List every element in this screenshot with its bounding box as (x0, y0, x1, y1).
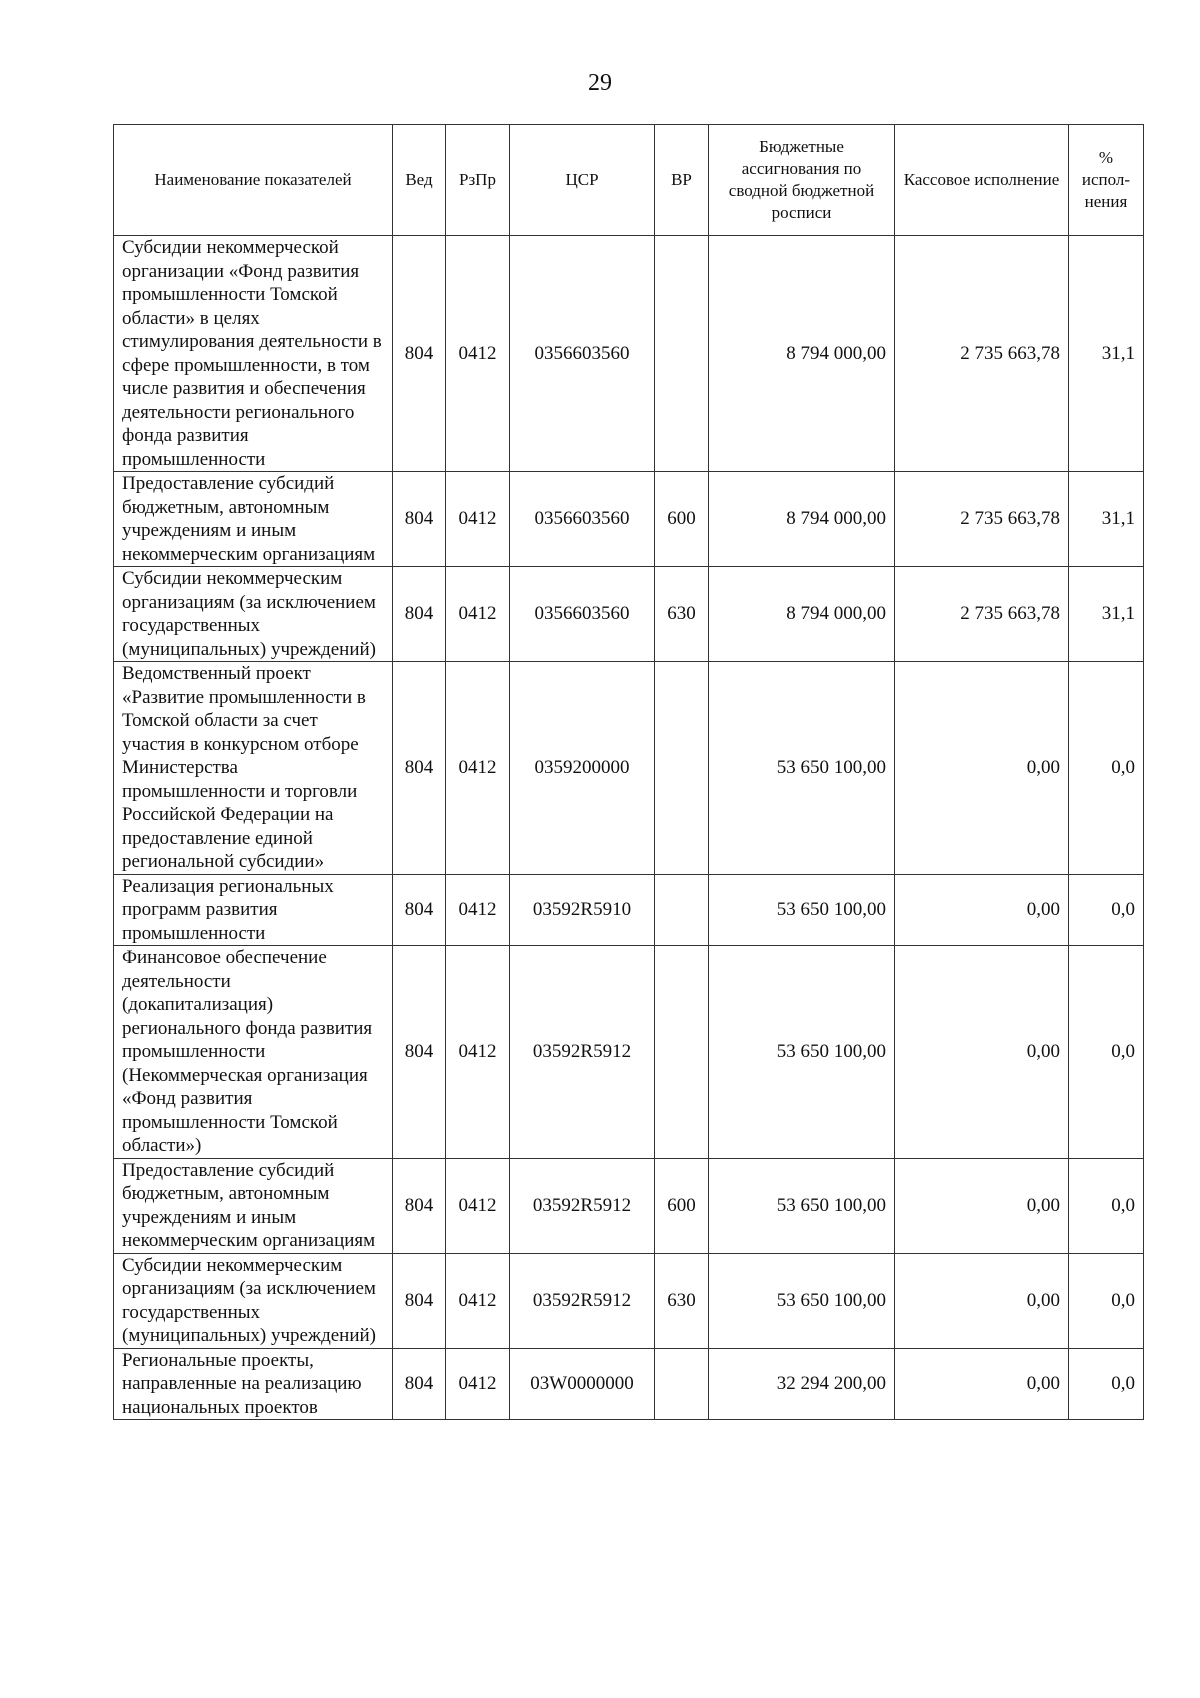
cell-vr (655, 946, 709, 1159)
cell-assign: 53 650 100,00 (709, 874, 895, 946)
header-csr: ЦСР (510, 125, 655, 236)
cell-csr: 03592R5912 (510, 1158, 655, 1253)
cell-ved: 804 (393, 1348, 446, 1420)
cell-cash: 0,00 (895, 1253, 1069, 1348)
cell-ved: 804 (393, 874, 446, 946)
header-rzpr: РзПр (446, 125, 510, 236)
cell-cash: 0,00 (895, 874, 1069, 946)
cell-name: Финансовое обеспечение деятельности (докапитализация) регионального фонда развития промышленности (Некоммерческая организация «Фонд развития промышленности Томской области») (114, 946, 393, 1159)
table-row (114, 567, 1144, 662)
cell-name: Региональные проекты, направленные на реализацию национальных проектов (114, 1348, 393, 1420)
table-row (114, 946, 1144, 1159)
cell-pct: 0,0 (1069, 946, 1144, 1159)
cell-cash: 2 735 663,78 (895, 472, 1069, 567)
cell-ved: 804 (393, 662, 446, 875)
cell-assign: 53 650 100,00 (709, 1158, 895, 1253)
table-row (114, 1253, 1144, 1348)
cell-vr: 600 (655, 1158, 709, 1253)
cell-vr (655, 662, 709, 875)
cell-cash: 2 735 663,78 (895, 567, 1069, 662)
cell-pct: 31,1 (1069, 567, 1144, 662)
cell-pct: 0,0 (1069, 1348, 1144, 1420)
cell-name: Предоставление субсидий бюджетным, автономным учреждениям и иным некоммерческим организациям (114, 1158, 393, 1253)
cell-assign: 32 294 200,00 (709, 1348, 895, 1420)
cell-rzpr: 0412 (446, 1348, 510, 1420)
cell-cash: 0,00 (895, 662, 1069, 875)
table-row (114, 874, 1144, 946)
page-number: 29 (588, 70, 612, 96)
table-row (114, 236, 1144, 472)
cell-rzpr: 0412 (446, 472, 510, 567)
cell-vr (655, 874, 709, 946)
cell-csr: 0356603560 (510, 236, 655, 472)
cell-rzpr: 0412 (446, 662, 510, 875)
cell-vr: 600 (655, 472, 709, 567)
cell-rzpr: 0412 (446, 567, 510, 662)
cell-pct: 0,0 (1069, 662, 1144, 875)
cell-ved: 804 (393, 472, 446, 567)
cell-cash: 2 735 663,78 (895, 236, 1069, 472)
cell-name: Ведомственный проект «Развитие промышленности в Томской области за счет участия в конкурсном отборе Министерства промышленности и торговли Российской Федерации на предоставление единой региональной субсидии» (114, 662, 393, 875)
cell-vr (655, 236, 709, 472)
cell-pct: 0,0 (1069, 874, 1144, 946)
cell-assign: 8 794 000,00 (709, 472, 895, 567)
cell-pct: 31,1 (1069, 236, 1144, 472)
table-row (114, 1158, 1144, 1253)
cell-pct: 0,0 (1069, 1158, 1144, 1253)
cell-assign: 53 650 100,00 (709, 662, 895, 875)
table-row (114, 1348, 1144, 1420)
cell-cash: 0,00 (895, 1348, 1069, 1420)
header-ved: Вед (393, 125, 446, 236)
header-assign: Бюджетные ассигнования по сводной бюджетной росписи (709, 125, 895, 236)
cell-vr: 630 (655, 1253, 709, 1348)
cell-rzpr: 0412 (446, 946, 510, 1159)
cell-vr (655, 1348, 709, 1420)
budget-execution-table (113, 124, 1144, 1420)
cell-csr: 0356603560 (510, 472, 655, 567)
header-pct: % испол-нения (1069, 125, 1144, 236)
cell-name: Реализация региональных программ развития промышленности (114, 874, 393, 946)
cell-name: Субсидии некоммерческим организациям (за исключением государственных (муниципальных) учреждений) (114, 567, 393, 662)
cell-csr: 03592R5912 (510, 946, 655, 1159)
cell-assign: 53 650 100,00 (709, 1253, 895, 1348)
cell-rzpr: 0412 (446, 874, 510, 946)
cell-ved: 804 (393, 1158, 446, 1253)
cell-name: Предоставление субсидий бюджетным, автономным учреждениям и иным некоммерческим организациям (114, 472, 393, 567)
cell-ved: 804 (393, 946, 446, 1159)
header-cash: Кассовое исполнение (895, 125, 1069, 236)
cell-csr: 0356603560 (510, 567, 655, 662)
cell-name: Субсидии некоммерческой организации «Фонд развития промышленности Томской области» в целях стимулирования деятельности в сфере промышленности, в том числе развития и обеспечения деятельности регионального фонда развития промышленности (114, 236, 393, 472)
cell-csr: 03592R5910 (510, 874, 655, 946)
cell-assign: 8 794 000,00 (709, 567, 895, 662)
cell-ved: 804 (393, 567, 446, 662)
cell-ved: 804 (393, 1253, 446, 1348)
header-vr: ВР (655, 125, 709, 236)
cell-rzpr: 0412 (446, 1253, 510, 1348)
table-row (114, 662, 1144, 875)
cell-rzpr: 0412 (446, 1158, 510, 1253)
cell-ved: 804 (393, 236, 446, 472)
cell-csr: 0359200000 (510, 662, 655, 875)
cell-rzpr: 0412 (446, 236, 510, 472)
header-name: Наименование показателей (114, 125, 393, 236)
cell-cash: 0,00 (895, 1158, 1069, 1253)
cell-vr: 630 (655, 567, 709, 662)
table-row (114, 472, 1144, 567)
cell-pct: 31,1 (1069, 472, 1144, 567)
cell-name: Субсидии некоммерческим организациям (за исключением государственных (муниципальных) учреждений) (114, 1253, 393, 1348)
cell-cash: 0,00 (895, 946, 1069, 1159)
cell-assign: 8 794 000,00 (709, 236, 895, 472)
cell-assign: 53 650 100,00 (709, 946, 895, 1159)
table-header-row (114, 125, 1144, 236)
cell-pct: 0,0 (1069, 1253, 1144, 1348)
cell-csr: 03592R5912 (510, 1253, 655, 1348)
cell-csr: 03W0000000 (510, 1348, 655, 1420)
